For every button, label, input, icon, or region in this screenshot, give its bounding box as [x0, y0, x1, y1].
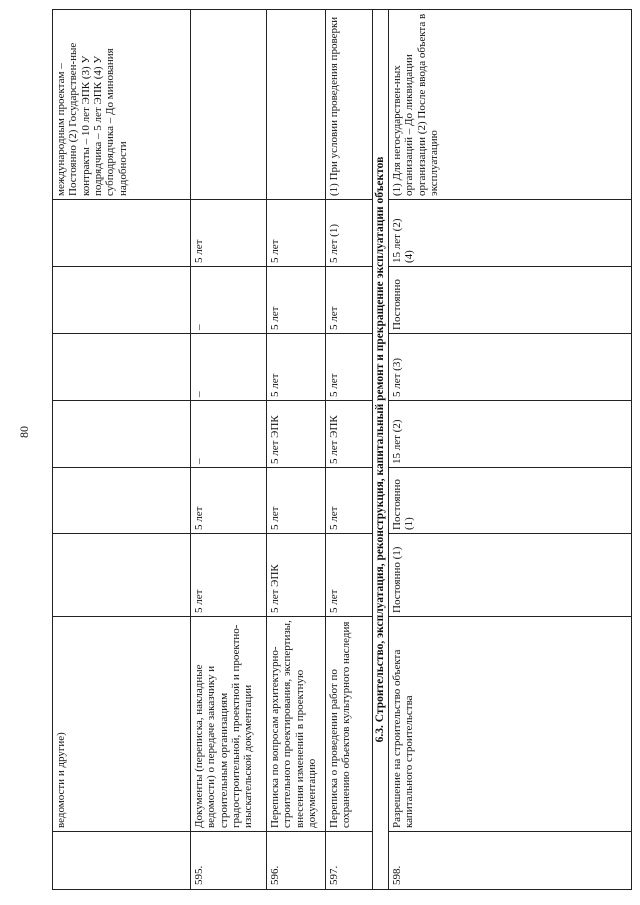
period-cell: –	[191, 401, 267, 468]
period-cell	[53, 334, 191, 401]
note-cell: международным проектам – Постоянно (2) Государствен-ные контракты – 10 лет ЭПК (3) У подрядчика – 5 лет ЭПК (4) У субподрядчика – До минования надобности	[53, 10, 191, 200]
period-cell: 5 лет	[267, 267, 326, 334]
table-row	[326, 10, 373, 890]
period-cell	[53, 200, 191, 267]
rotated-table-wrapper	[52, 10, 632, 890]
period-cell: 15 лет (2)	[388, 401, 631, 468]
period-cell: 15 лет (2) (4)	[388, 200, 631, 267]
period-cell: 5 лет	[191, 200, 267, 267]
note-cell: (1) Для негосударствен-ных организаций – До ликвидации организации (2) После ввода объекта в эксплуатацию	[388, 10, 631, 200]
period-cell	[53, 468, 191, 534]
document-name: Переписка о проведении работ по сохранению объектов культурного наследия	[326, 617, 373, 832]
row-number	[53, 832, 191, 890]
period-cell: 5 лет ЭПК	[267, 534, 326, 617]
period-cell: 5 лет	[267, 200, 326, 267]
period-cell: 5 лет	[191, 534, 267, 617]
records-table	[52, 9, 632, 890]
period-cell: 5 лет (1)	[326, 200, 373, 267]
period-cell: 5 лет	[267, 468, 326, 534]
section-title: 6.3. Строительство, эксплуатация, реконструкция, капитальный ремонт и прекращение эксплуатации объектов	[373, 10, 389, 890]
document-name: ведомости и другие)	[53, 617, 191, 832]
table-row	[267, 10, 326, 890]
period-cell: –	[191, 334, 267, 401]
period-cell: –	[191, 267, 267, 334]
table-row	[53, 10, 191, 890]
document-name: Переписка по вопросам архитектурно-строительного проектирования, экспертизы, внесения изменений в проектную документацию	[267, 617, 326, 832]
period-cell: 5 лет	[326, 468, 373, 534]
period-cell: Постоянно	[388, 267, 631, 334]
table-row	[191, 10, 267, 890]
note-cell: (1) При условии проведения проверки	[326, 10, 373, 200]
period-cell: 5 лет	[326, 334, 373, 401]
row-number: 596.	[267, 832, 326, 890]
period-cell: 5 лет	[326, 534, 373, 617]
period-cell: 5 лет ЭПК	[267, 401, 326, 468]
period-cell: Постоянно (1)	[388, 534, 631, 617]
period-cell: 5 лет	[267, 334, 326, 401]
row-number: 597.	[326, 832, 373, 890]
row-number: 595.	[191, 832, 267, 890]
note-cell	[267, 10, 326, 200]
period-cell	[53, 267, 191, 334]
page-number: 80	[17, 426, 31, 438]
row-number: 598.	[388, 832, 631, 890]
document-name: Разрешение на строительство объекта капитального строительства	[388, 617, 631, 832]
period-cell: Постоянно (1)	[388, 468, 631, 534]
table-row	[388, 10, 631, 890]
period-cell	[53, 534, 191, 617]
period-cell: 5 лет	[326, 267, 373, 334]
section-heading-row	[373, 10, 389, 890]
period-cell: 5 лет ЭПК	[326, 401, 373, 468]
note-cell	[191, 10, 267, 200]
period-cell	[53, 401, 191, 468]
document-name: Документы (переписка, накладные ведомости) о передаче заказчику и строительным организациям градостроительной, проектной и проектно-изыскательской документации	[191, 617, 267, 832]
period-cell: 5 лет	[191, 468, 267, 534]
period-cell: 5 лет (3)	[388, 334, 631, 401]
